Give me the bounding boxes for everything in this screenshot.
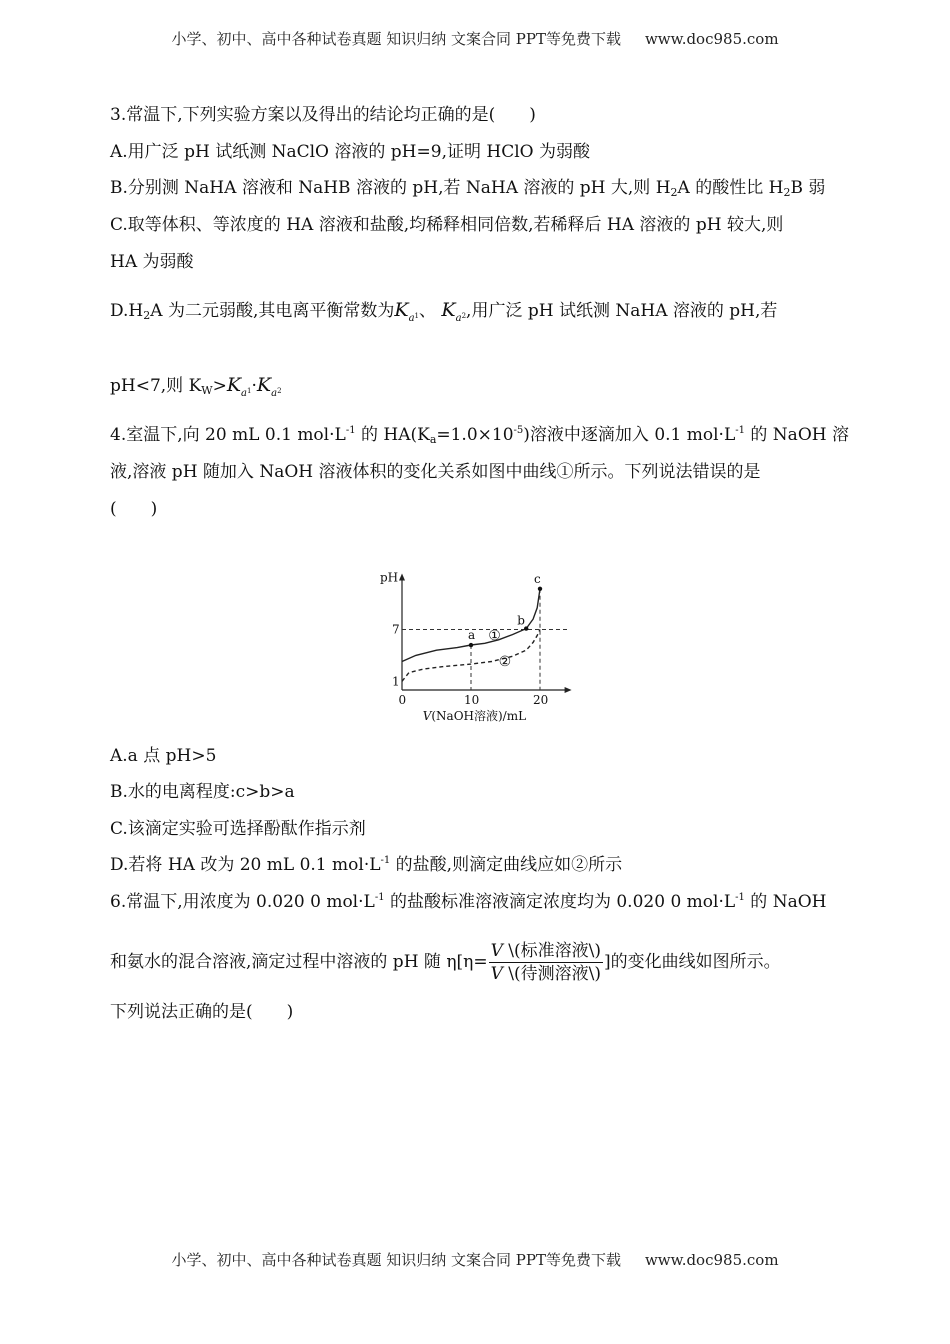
footer-text: 小学、初中、高中各种试卷真题 知识归纳 文案合同 PPT等免费下载 — [171, 1251, 621, 1269]
q4-option-c: C.该滴定实验可选择酚酞作指示剂 — [110, 819, 366, 839]
q3-option-c-line1: C.取等体积、等浓度的 HA 溶液和盐酸,均稀释相同倍数,若稀释后 HA 溶液的 pH 较大,则 — [110, 215, 784, 235]
y-axis-label: pH — [380, 570, 399, 585]
point-c — [538, 587, 542, 591]
y-tick-1: 1 — [392, 674, 400, 689]
eta-fraction: $\frac{\text{V \textbackslash{}(标准溶液\textbackslash{})}}{\text{V \textbackslash{}(待测溶液\textbackslash{})}}$ — [490, 941, 601, 984]
q3-option-b: B.分别测 NaHA 溶液和 NaHB 溶液的 pH,若 NaHA 溶液的 pH 大,则 $H_2A$ 的酸性比 $H_2B$ 弱 — [110, 178, 826, 199]
q4-stem-line3: ( ) — [110, 499, 158, 519]
q4-stem-line2: 液,溶液 pH 随加入 NaOH 溶液体积的变化关系如图中曲线①所示。下列说法错误的是 — [110, 462, 761, 482]
q4-stem-line1: 4.室温下,向 20 mL 0.1 $mol\cdot L^{-1}$ 的 $HA(K_a=1.0\times 10^{-5})$溶液中逐滴加入 0.1 $mol\cdot L^{-1}$ 的 NaOH 溶 — [110, 425, 849, 446]
q3-option-a: A.用广泛 pH 试纸测 NaClO 溶液的 pH=9,证明 HClO 为弱酸 — [110, 142, 590, 162]
x-tick-0: 0 — [398, 693, 407, 707]
curve-label-2: ② — [498, 653, 512, 670]
q4-option-a: A.a 点 pH>5 — [110, 746, 217, 766]
x-tick-10: 10 — [464, 693, 480, 707]
q6-stem-line1: 6.常温下,用浓度为 0.020 0 $mol\cdot L^{-1}$ 的盐酸标准溶液滴定浓度均为 0.020 0 $mol\cdot L^{-1}$ 的 NaOH — [110, 892, 827, 912]
q3-stem: 3.常温下,下列实验方案以及得出的结论均正确的是( ) — [110, 105, 536, 125]
y-axis-arrow — [399, 574, 405, 581]
chart-axes — [399, 571, 572, 693]
q3-option-c-line2: HA 为弱酸 — [110, 252, 194, 272]
q3-option-d-line2: pH<7,则 $K_W>K_a1\cdot K_a2$ — [110, 374, 282, 399]
header-url[interactable]: www.doc985.com — [644, 30, 779, 48]
chart-points — [469, 587, 542, 648]
q4-option-b: B.水的电离程度:c>b>a — [110, 782, 295, 802]
point-label-c: c — [534, 571, 541, 586]
point-a — [469, 643, 473, 647]
page-footer — [0, 1249, 950, 1270]
curve-label-1: ① — [488, 627, 501, 644]
q6-stem-line3: 下列说法正确的是( ) — [110, 1002, 294, 1022]
y-tick-7: 7 — [392, 622, 400, 637]
footer-url[interactable]: www.doc985.com — [644, 1251, 779, 1269]
q4-option-d: D.若将 HA 改为 20 mL 0.1 $mol\cdot L^{-1}$ 的盐酸,则滴定曲线应如②所示 — [110, 855, 623, 875]
header-text: 小学、初中、高中各种试卷真题 知识归纳 文案合同 PPT等免费下载 — [171, 30, 621, 48]
x-tick-20: 20 — [533, 693, 549, 707]
chart-reference-lines — [402, 589, 568, 690]
x-axis-label: V(NaOH溶液)/mL — [422, 709, 527, 723]
q6-stem-line2: 和氨水的混合溶液,滴定过程中溶液的 pH 随 η[η= $\frac{\text{V \textbackslash{}(标准溶液\textbackslash{})}}{\text{V \textbackslash{}(待测溶液\textbackslash{})}}$ ]的变化曲线如图所示。 — [110, 941, 781, 984]
q3-option-d-line1: $D.H_2A$ 为二元弱酸,其电离平衡常数为$K_a1$、 $K_a2$,用广泛 pH 试纸测 NaHA 溶液的 pH,若 — [110, 299, 778, 324]
page-header — [0, 28, 950, 49]
point-label-b: b — [517, 613, 525, 628]
titration-chart — [365, 525, 580, 725]
x-axis-arrow — [565, 687, 572, 693]
point-label-a: a — [468, 628, 476, 643]
